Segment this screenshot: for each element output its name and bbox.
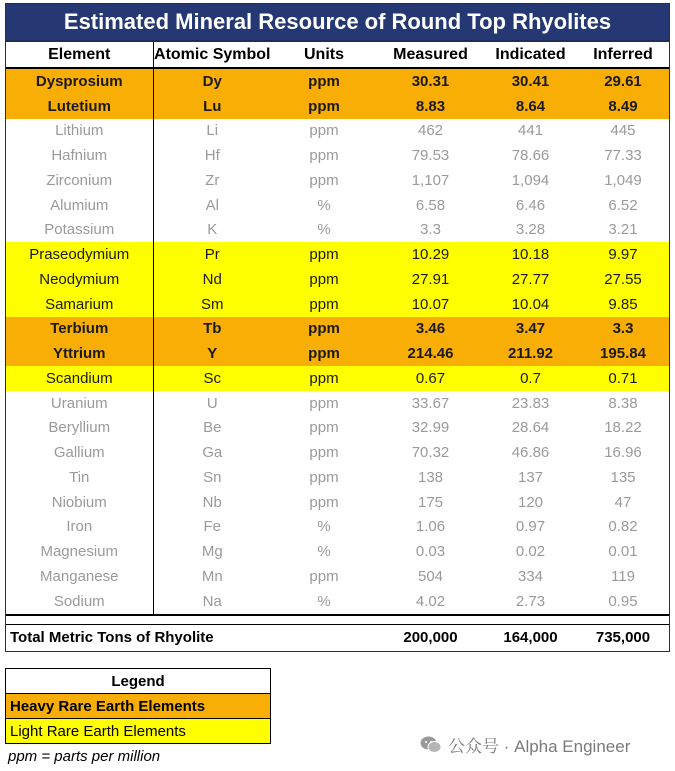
cell-inferred: 0.01 — [577, 539, 669, 564]
cell-inferred: 119 — [577, 564, 669, 589]
cell-indicated: 137 — [484, 465, 577, 490]
separator-cell — [153, 615, 271, 625]
cell-symbol: Lu — [153, 94, 271, 119]
cell-inferred: 18.22 — [577, 416, 669, 441]
cell-indicated: 0.7 — [484, 366, 577, 391]
watermark — [420, 732, 630, 757]
cell-symbol: Pr — [153, 242, 271, 267]
table-row — [6, 242, 669, 267]
cell-units: ppm — [271, 317, 377, 342]
cell-element: Beryllium — [6, 416, 153, 441]
cell-inferred: 16.96 — [577, 440, 669, 465]
cell-inferred: 6.52 — [577, 193, 669, 218]
separator-cell — [577, 615, 669, 625]
cell-element: Lithium — [6, 119, 153, 144]
table-row — [6, 267, 669, 292]
cell-symbol: K — [153, 218, 271, 243]
cell-element: Potassium — [6, 218, 153, 243]
cell-inferred: 135 — [577, 465, 669, 490]
table-row — [6, 416, 669, 441]
cell-symbol: Fe — [153, 515, 271, 540]
table-row — [6, 440, 669, 465]
cell-units: ppm — [271, 465, 377, 490]
cell-symbol: Dy — [153, 68, 271, 94]
cell-symbol: Ga — [153, 440, 271, 465]
cell-measured: 70.32 — [377, 440, 484, 465]
cell-indicated: 23.83 — [484, 391, 577, 416]
cell-measured: 1.06 — [377, 515, 484, 540]
units-note: ppm = parts per million — [8, 748, 161, 765]
cell-measured: 0.67 — [377, 366, 484, 391]
cell-indicated: 30.41 — [484, 68, 577, 94]
cell-units: % — [271, 218, 377, 243]
data-grid — [6, 42, 669, 651]
cell-indicated: 0.97 — [484, 515, 577, 540]
cell-inferred: 445 — [577, 119, 669, 144]
table-row — [6, 515, 669, 540]
cell-element: Yttrium — [6, 341, 153, 366]
table-row — [6, 490, 669, 515]
cell-symbol: Nd — [153, 267, 271, 292]
cell-element: Zirconium — [6, 168, 153, 193]
table-row — [6, 292, 669, 317]
cell-inferred: 29.61 — [577, 68, 669, 94]
cell-units: ppm — [271, 440, 377, 465]
cell-inferred: 1,049 — [577, 168, 669, 193]
cell-inferred: 0.71 — [577, 366, 669, 391]
cell-indicated: 3.47 — [484, 317, 577, 342]
cell-indicated: 3.28 — [484, 218, 577, 243]
cell-element: Manganese — [6, 564, 153, 589]
cell-element: Neodymium — [6, 267, 153, 292]
separator-cell — [377, 615, 484, 625]
cell-indicated: 120 — [484, 490, 577, 515]
cell-element: Niobium — [6, 490, 153, 515]
cell-units: ppm — [271, 267, 377, 292]
cell-measured: 10.07 — [377, 292, 484, 317]
cell-units: ppm — [271, 366, 377, 391]
table-row — [6, 119, 669, 144]
cell-inferred: 0.95 — [577, 589, 669, 615]
cell-indicated: 28.64 — [484, 416, 577, 441]
cell-indicated: 46.86 — [484, 440, 577, 465]
cell-symbol: Na — [153, 589, 271, 615]
cell-measured: 79.53 — [377, 143, 484, 168]
cell-units: ppm — [271, 416, 377, 441]
cell-measured: 0.03 — [377, 539, 484, 564]
cell-units: ppm — [271, 143, 377, 168]
cell-indicated: 211.92 — [484, 341, 577, 366]
table-row — [6, 341, 669, 366]
cell-inferred: 77.33 — [577, 143, 669, 168]
separator-cell — [6, 615, 153, 625]
table-row — [6, 391, 669, 416]
cell-element: Terbium — [6, 317, 153, 342]
cell-measured: 6.58 — [377, 193, 484, 218]
cell-inferred: 9.85 — [577, 292, 669, 317]
cell-units: ppm — [271, 391, 377, 416]
cell-element: Uranium — [6, 391, 153, 416]
table-row — [6, 168, 669, 193]
cell-units: ppm — [271, 119, 377, 144]
cell-indicated: 0.02 — [484, 539, 577, 564]
cell-units: ppm — [271, 94, 377, 119]
table-row — [6, 94, 669, 119]
table-row — [6, 589, 669, 615]
cell-element: Praseodymium — [6, 242, 153, 267]
cell-indicated: 2.73 — [484, 589, 577, 615]
table-row — [6, 68, 669, 94]
cell-indicated: 10.18 — [484, 242, 577, 267]
table-row — [6, 317, 669, 342]
column-header-element: Element — [6, 42, 153, 68]
cell-units: ppm — [271, 490, 377, 515]
legend-light-entry: Light Rare Earth Elements — [6, 719, 270, 743]
cell-units: % — [271, 589, 377, 615]
cell-measured: 27.91 — [377, 267, 484, 292]
table-row — [6, 218, 669, 243]
column-header-symbol: Atomic Symbol — [153, 42, 271, 68]
cell-measured: 1,107 — [377, 168, 484, 193]
table-row — [6, 366, 669, 391]
cell-measured: 4.02 — [377, 589, 484, 615]
legend-title: Legend — [6, 669, 270, 694]
cell-symbol: Mg — [153, 539, 271, 564]
legend-box — [5, 668, 271, 744]
cell-units: % — [271, 193, 377, 218]
cell-symbol: Sn — [153, 465, 271, 490]
cell-measured: 32.99 — [377, 416, 484, 441]
cell-inferred: 0.82 — [577, 515, 669, 540]
cell-units: ppm — [271, 564, 377, 589]
cell-symbol: Sc — [153, 366, 271, 391]
legend-heavy-entry: Heavy Rare Earth Elements — [6, 694, 270, 719]
cell-units: % — [271, 515, 377, 540]
separator-cell — [271, 615, 377, 625]
cell-units: ppm — [271, 292, 377, 317]
cell-inferred: 9.97 — [577, 242, 669, 267]
table-title: Estimated Mineral Resource of Round Top Rhyolites — [6, 4, 669, 42]
cell-symbol: U — [153, 391, 271, 416]
separator-row — [6, 615, 669, 625]
cell-symbol: Be — [153, 416, 271, 441]
watermark-text: 公众号 · Alpha Engineer — [448, 737, 631, 756]
cell-measured: 175 — [377, 490, 484, 515]
cell-units: ppm — [271, 68, 377, 94]
mineral-resource-table — [5, 3, 670, 652]
cell-indicated: 1,094 — [484, 168, 577, 193]
column-header-indicated: Indicated — [484, 42, 577, 68]
cell-measured: 3.46 — [377, 317, 484, 342]
cell-symbol: Hf — [153, 143, 271, 168]
cell-element: Gallium — [6, 440, 153, 465]
cell-units: ppm — [271, 168, 377, 193]
cell-inferred: 8.38 — [577, 391, 669, 416]
total-row — [6, 624, 669, 651]
separator-cell — [484, 615, 577, 625]
cell-symbol: Zr — [153, 168, 271, 193]
column-header-inferred: Inferred — [577, 42, 669, 68]
cell-indicated: 334 — [484, 564, 577, 589]
column-header-measured: Measured — [377, 42, 484, 68]
cell-units: % — [271, 539, 377, 564]
cell-symbol: Nb — [153, 490, 271, 515]
cell-element: Sodium — [6, 589, 153, 615]
total-inferred: 735,000 — [577, 624, 669, 651]
cell-inferred: 8.49 — [577, 94, 669, 119]
cell-measured: 10.29 — [377, 242, 484, 267]
cell-symbol: Mn — [153, 564, 271, 589]
cell-inferred: 27.55 — [577, 267, 669, 292]
table-row — [6, 539, 669, 564]
table-row — [6, 193, 669, 218]
cell-element: Alumium — [6, 193, 153, 218]
cell-element: Hafnium — [6, 143, 153, 168]
cell-element: Samarium — [6, 292, 153, 317]
cell-symbol: Al — [153, 193, 271, 218]
cell-inferred: 3.3 — [577, 317, 669, 342]
cell-element: Scandium — [6, 366, 153, 391]
cell-element: Iron — [6, 515, 153, 540]
cell-symbol: Tb — [153, 317, 271, 342]
cell-symbol: Li — [153, 119, 271, 144]
cell-measured: 462 — [377, 119, 484, 144]
cell-symbol: Y — [153, 341, 271, 366]
cell-element: Lutetium — [6, 94, 153, 119]
column-header-units: Units — [271, 42, 377, 68]
total-indicated: 164,000 — [484, 624, 577, 651]
cell-indicated: 10.04 — [484, 292, 577, 317]
cell-measured: 30.31 — [377, 68, 484, 94]
cell-units: ppm — [271, 341, 377, 366]
cell-element: Magnesium — [6, 539, 153, 564]
wechat-icon — [420, 735, 442, 755]
cell-indicated: 78.66 — [484, 143, 577, 168]
cell-measured: 138 — [377, 465, 484, 490]
table-row — [6, 465, 669, 490]
table-row — [6, 143, 669, 168]
cell-measured: 504 — [377, 564, 484, 589]
cell-measured: 214.46 — [377, 341, 484, 366]
total-measured: 200,000 — [377, 624, 484, 651]
cell-measured: 8.83 — [377, 94, 484, 119]
cell-indicated: 6.46 — [484, 193, 577, 218]
cell-element: Tin — [6, 465, 153, 490]
cell-measured: 33.67 — [377, 391, 484, 416]
cell-inferred: 3.21 — [577, 218, 669, 243]
cell-indicated: 8.64 — [484, 94, 577, 119]
cell-symbol: Sm — [153, 292, 271, 317]
cell-inferred: 195.84 — [577, 341, 669, 366]
cell-measured: 3.3 — [377, 218, 484, 243]
cell-units: ppm — [271, 242, 377, 267]
header-row — [6, 42, 669, 68]
cell-indicated: 27.77 — [484, 267, 577, 292]
table-row — [6, 564, 669, 589]
cell-inferred: 47 — [577, 490, 669, 515]
cell-indicated: 441 — [484, 119, 577, 144]
total-label: Total Metric Tons of Rhyolite — [6, 624, 377, 651]
cell-element: Dysprosium — [6, 68, 153, 94]
